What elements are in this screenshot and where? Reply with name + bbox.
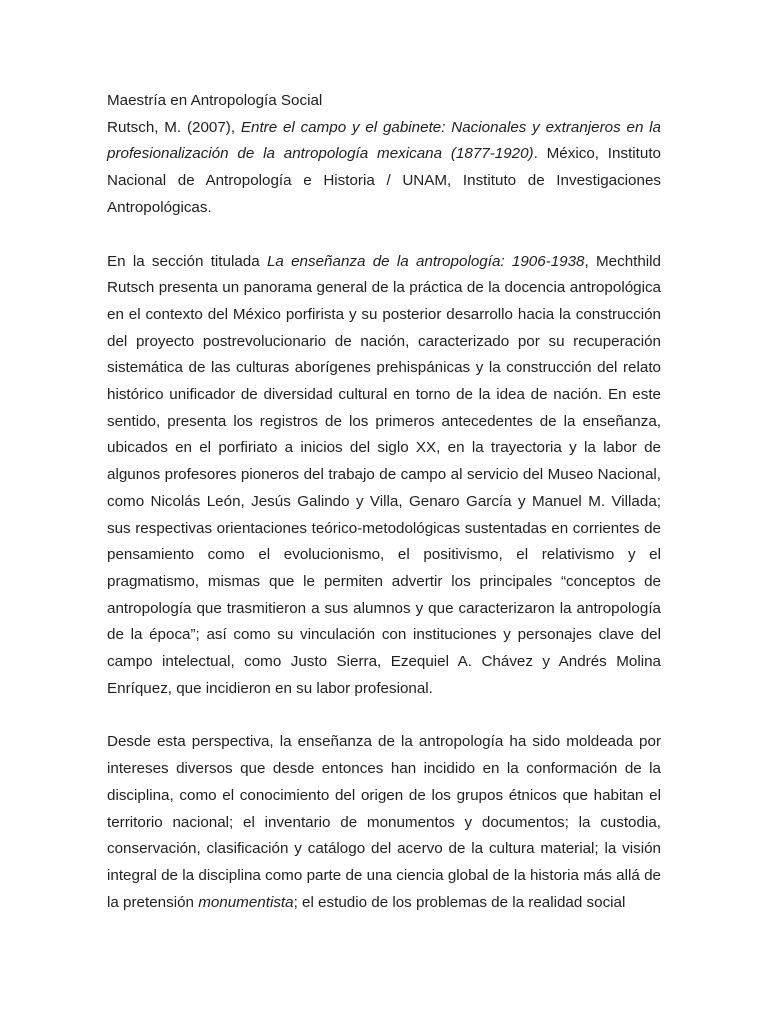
- citation-title: Entre el campo y el gabinete: Nacionales y extranjeros en la profesionalización de la antropología mexicana (1877-1920): [107, 118, 662, 163]
- citation-publisher: . México, Instituto Nacional de Antropología e Historia / UNAM, Instituto de Investigaciones Antropológicas.: [107, 145, 661, 216]
- citation: [107, 115, 661, 222]
- paragraph-1-section-title: La enseñanza de la antropología: 1906-1938: [266, 252, 585, 270]
- paragraph-1: [107, 249, 661, 703]
- paragraph-2: [107, 729, 661, 916]
- paragraph-1-before: En la sección titulada: [107, 252, 267, 270]
- paragraph-2-italic-term: monumentista: [198, 893, 294, 911]
- citation-authors: Rutsch, M. (2007),: [107, 118, 241, 136]
- document-heading: Maestría en Antropología Social: [107, 92, 323, 109]
- paragraph-2-after: ; el estudio de los problemas de la realidad social: [293, 893, 626, 911]
- paragraph-2-before: Desde esta perspectiva, la enseñanza de la antropología ha sido moldeada por intereses diversos que desde entonces han incidido en la conformación de la disciplina, como el conocimiento del origen de los grupos étnicos que habitan el territorio nacional; el inventario de monumentos y documentos; la custodia, conservación, clasificación y catálogo del acervo de la cultura material; la visión integral de la disciplina como parte de una ciencia global de la historia más allá de la pretensión: [107, 733, 661, 911]
- paragraph-1-after: , Mechthild Rutsch presenta un panorama general de la práctica de la docencia antropológica en el contexto del México porfirista y su posterior desarrollo hacia la construcción del proyecto postrevolucionario de nación, caracterizado por su recuperación sistemática de las culturas aborígenes prehispánicas y la construcción del relato histórico unificador de diversidad cultural en torno de la idea de nación. En este sentido, presenta los registros de los primeros antecedentes de la enseñanza, ubicados en el porfiriato a inicios del siglo XX, en la trayectoria y la labor de algunos profesores pioneros del trabajo de campo al servicio del Museo Nacional, como Nicolás León, Jesús Galindo y Villa, Genaro García y Manuel M. Villada; sus respectivas orientaciones teórico-metodológicas sustentadas en corrientes de pensamiento como el evolucionismo, el positivismo, el relativismo y el pragmatismo, mismas que le permiten advertir los principales “conceptos de antropología que trasmitieron a sus alumnos y que caracterizaron la antropología de la época”; así como su vinculación con instituciones y personajes clave del campo intelectual, como Justo Sierra, Ezequiel A. Chávez y Andrés Molina Enríquez, que incidieron en su labor profesional.: [107, 252, 662, 697]
